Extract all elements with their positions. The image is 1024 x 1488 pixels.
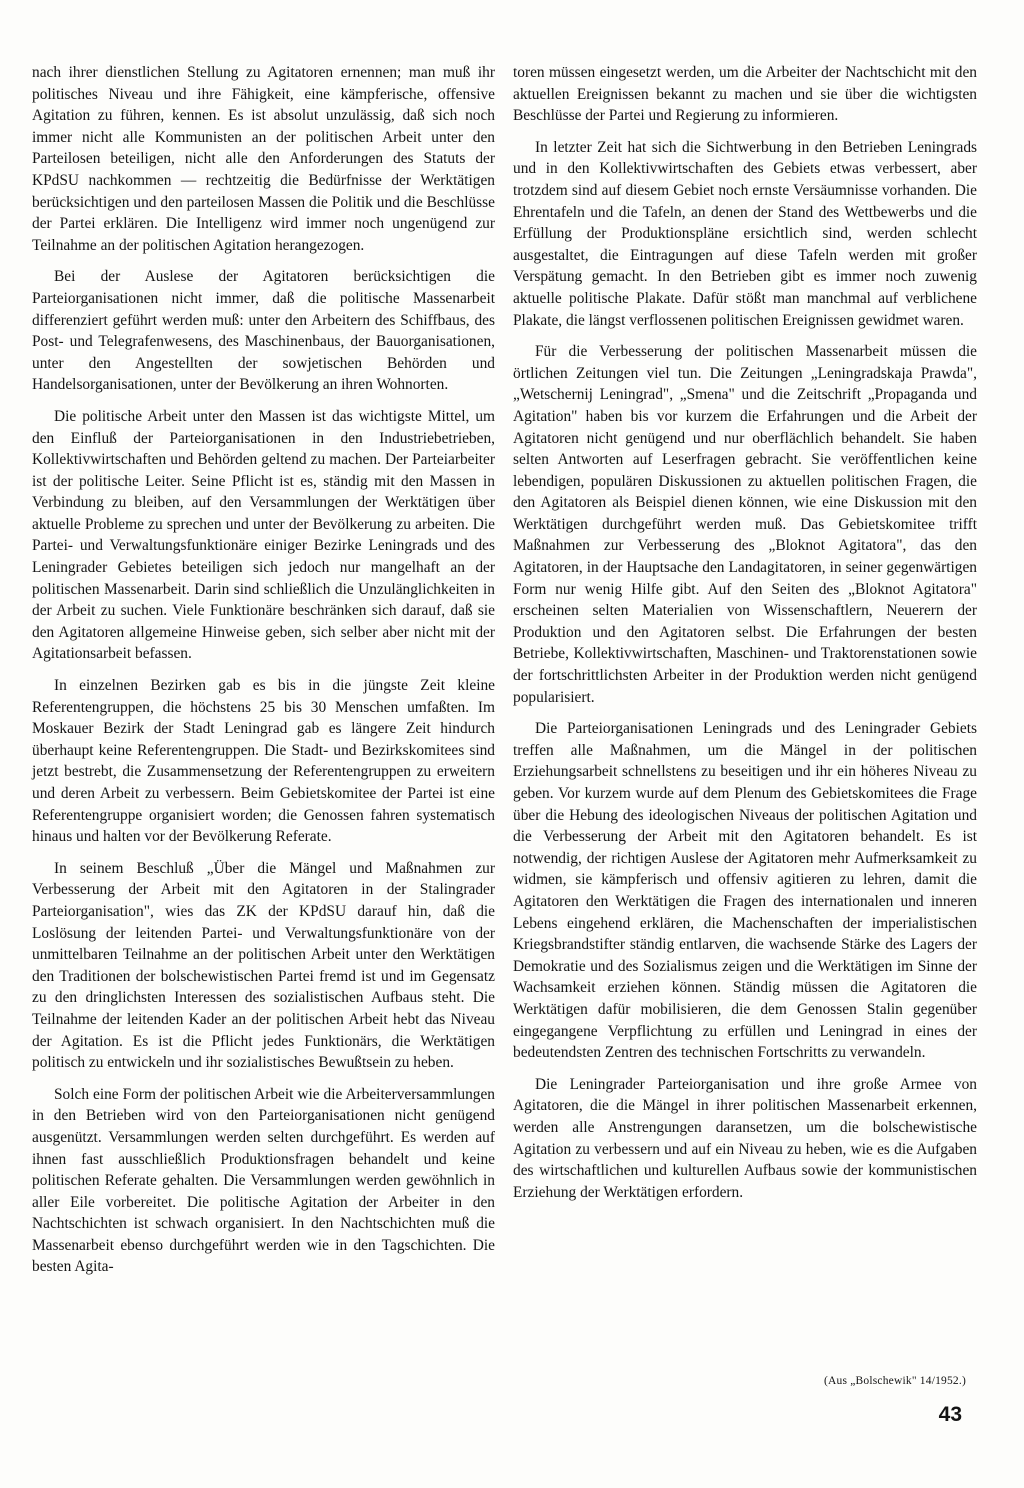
paragraph: Die Leningrader Parteiorganisation und ihre große Armee von Agitatoren, die die Mängel in ihrer politischen Massenarbeit erkennen, werden alle Anstrengungen daransetzen, um die bolschewistische Agitation zu verbessern und auf ein Niveau zu heben, wie es die Aufgaben des wirtschaftlichen und kulturellen Aufbaus sowie der kommunistischen Erziehung der Werktätigen erfordern. xyxy=(513,1075,977,1201)
paragraph: Bei der Auslese der Agitatoren berücksichtigen die Parteiorganisationen nicht immer, daß die politische Massenarbeit differenziert geführt werden muß: unter den Arbeitern des Schiffbaus, des Post- und Telegrafenwesens, des Maschinenbaus, der Bauorganisationen, unter den Angestellten der sowjetischen Behörden und Handelsorganisationen, unter der Bevölkerung an ihren Wohnorten. xyxy=(32,268,495,394)
paragraph: Für die Verbesserung der politischen Massenarbeit müssen die örtlichen Zeitungen viel tun. Die Zeitungen „Leningradskaja Prawda", „Wetschernij Leningrad", „Smena" und die Zeitschrift „Propaganda und Agitation" haben bis vor kurzem die Erfahrungen und die Arbeit der Agitatoren nicht genügend und nur oberflächlich behandelt. Sie haben selten Antworten auf Leserfragen gebracht. Sie veröffentlichen keine lebendigen, populären Diskussionen zu aktuellen politischen Fragen, die den Agitatoren als Beispiel dienen können, wie eine Diskussion mit den Werktätigen durchgeführt werden muß. Das Gebietskomitee trifft Maßnahmen zur Verbesserung des „Bloknot Agitatora", das den Agitatoren, in der Hauptsache den Landagitatoren, in seiner gegenwärtigen Form nur wenig Hilfe gibt. Auf den Seiten des „Bloknot Agitatora" erscheinen selten Materialien von Wissenschaftlern, Neuerern der Produktion und den Agitatoren selbst. Die Erfahrungen der besten Betriebe, Kollektivwirtschaften, Maschinen- und Traktorenstationen sowie der fortschrittlichsten Arbeiter in der Produktion werden nicht genügend popularisiert. xyxy=(513,343,977,706)
right-text-column xyxy=(513,62,977,1213)
paragraph: toren müssen eingesetzt werden, um die Arbeiter der Nachtschicht mit den aktuellen Ereignissen bekannt zu machen und sie über die wichtigsten Beschlüsse der Partei und Regierung zu informieren. xyxy=(513,64,977,125)
paragraph: In letzter Zeit hat sich die Sichtwerbung in den Betrieben Leningrads und in den Kollektivwirtschaften des Gebiets etwas verbessert, aber trotzdem sind auf diesem Gebiet noch ernste Versäumnisse vorhanden. Die Ehrentafeln und die Tafeln, an denen der Stand des Wettbewerbs und die Erfüllung der Produktionspläne ersichtlich sind, werden schlecht ausgestaltet, die Eintragungen auf diese Tafeln werden mit großer Verspätung gemacht. In den Betrieben gibt es immer noch zuwenig aktuelle politische Plakate. Dafür stößt man manchmal auf verblichene Plakate, die längst verflossenen politischen Ereignissen gewidmet waren. xyxy=(513,138,977,329)
source-citation: (Aus „Bolschewik" 14/1952.) xyxy=(823,1375,966,1387)
paragraph: nach ihrer dienstlichen Stellung zu Agitatoren ernennen; man muß ihr politisches Niveau und ihre Fähigkeit, eine kämpferische, offensive Agitation zu führen, kennen. Es ist absolut unzulässig, daß sich noch immer nicht alle Kommunisten an der politischen Arbeit unter den Parteilosen beteiligen, nicht alle den Anforderungen des Statuts der KPdSU nachkommen — rechtzeitig die Bedürfnisse der Werktätigen berücksichtigen und den parteilosen Massen die Politik und die Beschlüsse der Partei erklären. Die Intelligenz wird immer noch ungenügend zur Teilnahme an der politischen Agitation herangezogen. xyxy=(32,64,495,254)
page-number: 43 xyxy=(938,1403,962,1426)
paragraph: In einzelnen Bezirken gab es bis in die jüngste Zeit kleine Referentengruppen, die höchstens 25 bis 30 Menschen umfaßten. Im Moskauer Bezirk der Stadt Leningrad gab es längere Zeit hindurch überhaupt keine Referentengruppen. Die Stadt- und Bezirkskomitees sind jetzt bestrebt, die Zusammensetzung der Referentengruppen zu erweitern und deren Arbeit zu verbessern. Beim Gebietskomitee der Partei ist eine Referentengruppe organisiert worden; die Genossen fahren systematisch hinaus und halten vor der Bevölkerung Referate. xyxy=(32,677,495,846)
paragraph: In seinem Beschluß „Über die Mängel und Maßnahmen zur Verbesserung der Arbeit mit den Agitatoren in der Stalingrader Parteiorganisation", wies das ZK der KPdSU darauf hin, daß die Loslösung der leitenden Partei- und Verwaltungsfunktionäre von der unmittelbaren Teilnahme an der politischen Arbeit unter den Werktätigen den Traditionen der bolschewistischen Partei fremd ist und im Gegensatz zu den dringlichsten Interessen des sozialistischen Aufbaus steht. Die Teilnahme der leitenden Kader an der politischen Arbeit hebt das Niveau der Agitation. Es ist die Pflicht jedes Funktionärs, die Werktätigen politisch zu entwickeln und ihr sozialistisches Bewußtsein zu heben. xyxy=(32,859,495,1072)
left-text-column xyxy=(32,62,495,1288)
paragraph: Solch eine Form der politischen Arbeit wie die Arbeiterversammlungen in den Betrieben wird von den Parteiorganisationen nicht genügend ausgenützt. Versammlungen werden selten durchgeführt. Es werden auf ihnen fast ausschließlich Produktionsfragen behandelt und keine politischen Referate gehalten. Die Versammlungen werden gewöhnlich in aller Eile vorbereitet. Die politische Agitation der Arbeiter in den Nachtschichten ist schwach organisiert. In den Nachtschichten muß die Massenarbeit ebenso durchgeführt werden wie in den Tagschichten. Die besten Agita- xyxy=(32,1085,495,1276)
paragraph: Die Parteiorganisationen Leningrads und des Leningrader Gebiets treffen alle Maßnahmen, um die Mängel in der politischen Erziehungsarbeit schnellstens zu beseitigen und ihr ein höheres Niveau zu geben. Vor kurzem wurde auf dem Plenum des Gebietskomitees die Frage über die Hebung des ideologischen Niveaus der politischen Agitation und die Verbesserung der Arbeit mit den Agitatoren behandelt. Es ist notwendig, der richtigen Auslese der Agitatoren mehr Aufmerksamkeit zu widmen, sie kämpferisch und offensiv agitieren zu lehren, damit die Agitatoren den Werktätigen die Fragen des internationalen und inneren Lebens eingehend erklären, die Machenschaften der imperialistischen Kriegsbrandstifter ständig entlarven, die wachsende Stärke des Lagers der Demokratie und des Sozialismus zeigen und die Werktätigen im Sinne der Wachsamkeit erziehen können. Ständig müssen die Agitatoren die Werktätigen dafür mobilisieren, die dem Genossen Stalin gegenüber eingegangene Verpflichtung zu erfüllen und Leningrad in eines der bedeutendsten Zentren des technischen Fortschritts zu verwandeln. xyxy=(513,720,977,1062)
paragraph: Die politische Arbeit unter den Massen ist das wichtigste Mittel, um den Einfluß der Parteiorganisationen in den Industriebetrieben, Kollektivwirtschaften und Behörden geltend zu machen. Der Parteiarbeiter ist der politische Leiter. Seine Pflicht ist es, ständig mit den Massen in Verbindung zu bleiben, auf den Versammlungen der Werktätigen über aktuelle Probleme zu sprechen und unter der Bevölkerung zu arbeiten. Die Partei- und Verwaltungsfunktionäre einiger Bezirke Leningrads und des Leningrader Gebietes beteiligen sich jedoch nur mangelhaft an der politischen Massenarbeit. Darin sind schließlich die Unzulänglichkeiten in der Arbeit zu suchen. Viele Funktionäre beschränken sich darauf, daß sie den Agitatoren allgemeine Hinweise geben, sich selber aber nicht mit der Agitationsarbeit befassen. xyxy=(32,407,495,663)
